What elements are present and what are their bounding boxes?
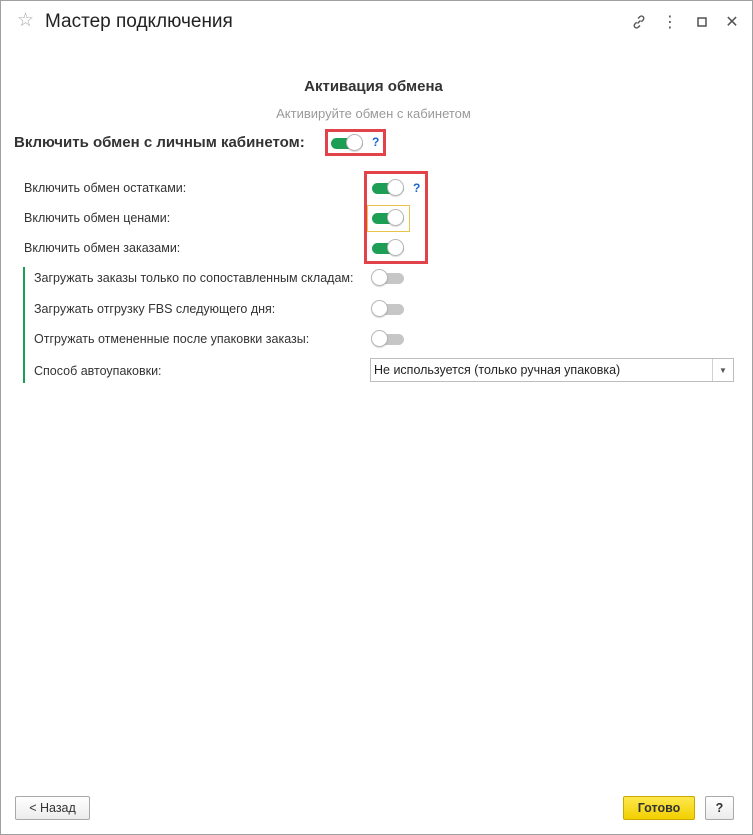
price-exchange-toggle[interactable] [371,209,405,227]
step-title: Активация обмена [304,78,443,95]
price-exchange-label: Включить обмен ценами: [24,211,171,225]
main-help-link[interactable]: ? [372,135,380,149]
ship-cancelled-label: Отгружать отмененные после упаковки заказы: [34,332,310,346]
autopack-label: Способ автоупаковки: [34,364,162,378]
toggle-knob [387,179,404,196]
toggle-knob [346,134,363,151]
autopack-value: Не используется (только ручная упаковка) [374,363,621,377]
autopack-select[interactable] [370,358,734,382]
order-options-group-bar [23,267,25,383]
step-subtitle: Активируйте обмен с кабинетом [276,106,471,121]
toggle-knob [371,300,388,317]
matched-warehouses-toggle[interactable] [371,269,405,287]
done-button[interactable]: Готово [623,796,695,820]
stock-exchange-label: Включить обмен остатками: [24,181,187,195]
order-exchange-toggle[interactable] [371,239,405,257]
toggle-knob [387,239,404,256]
fbs-next-day-label: Загружать отгрузку FBS следующего дня: [34,302,276,316]
toggle-knob [371,269,388,286]
order-exchange-label: Включить обмен заказами: [24,241,181,255]
toggle-knob [387,209,404,226]
main-exchange-label: Включить обмен с личным кабинетом: [14,134,305,151]
stock-exchange-toggle[interactable] [371,179,405,197]
stock-help-link[interactable]: ? [413,181,421,195]
star-icon[interactable]: ☆ [17,10,35,31]
more-icon[interactable]: ⋮ [662,14,678,31]
title-bar [1,1,752,43]
link-icon[interactable] [630,13,648,31]
toggle-knob [371,330,388,347]
window-title: Мастер подключения [45,11,233,32]
matched-warehouses-label: Загружать заказы только по сопоставленным складам: [34,271,354,285]
main-exchange-toggle[interactable] [330,134,364,152]
close-icon[interactable]: ✕ [725,14,739,31]
ship-cancelled-toggle[interactable] [371,330,405,348]
chevron-down-icon[interactable]: ▼ [712,359,733,381]
fbs-next-day-toggle[interactable] [371,300,405,318]
maximize-icon[interactable] [693,13,711,31]
back-button[interactable]: < Назад [15,796,90,820]
help-button[interactable]: ? [705,796,734,820]
